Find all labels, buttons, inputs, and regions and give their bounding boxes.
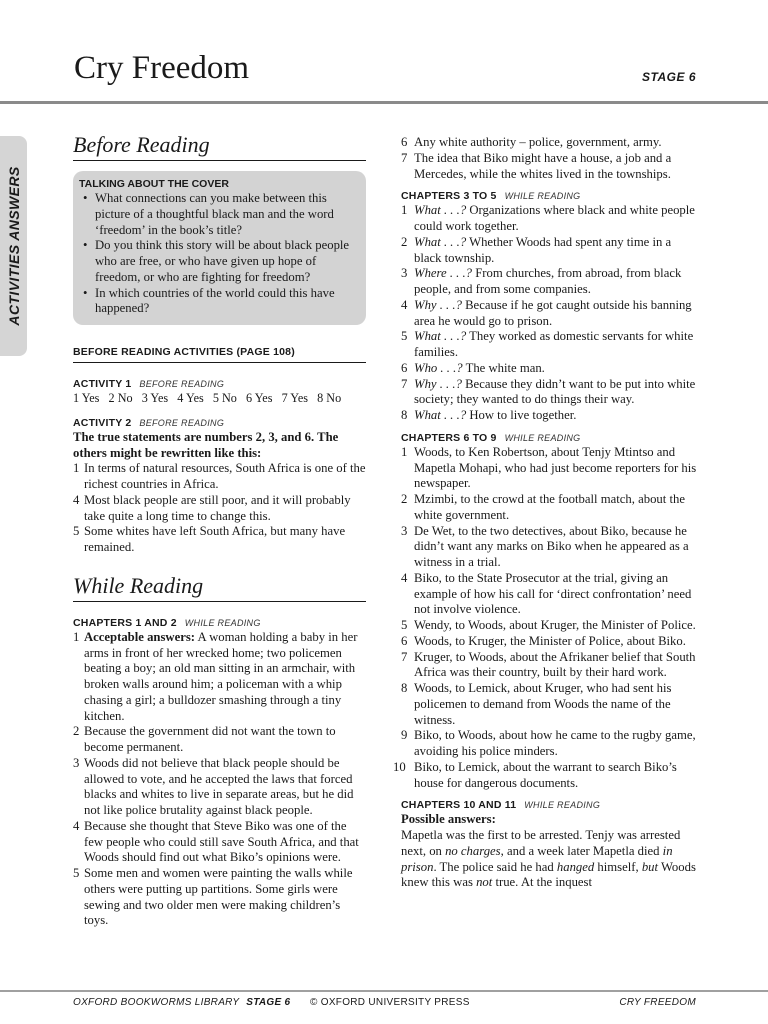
paragraph-text: true. At the inquest bbox=[492, 875, 593, 890]
item-number: 8 bbox=[401, 681, 408, 695]
item-text: A woman holding a baby in her arms in front of her wrecked home; two policemen beating a boy; an old man sitting in an armchair, with broken walls around him; a policeman with a whip chasing a girl; a bulldozer smashing through a tiny kitchen. bbox=[84, 629, 358, 723]
list-item bbox=[401, 135, 697, 151]
right-column bbox=[393, 135, 697, 891]
activity2-tag: BEFORE READING bbox=[139, 417, 225, 428]
item-text: Biko, to the State Prosecutor at the trial, giving an example of how his call for ‘direct confrontation’ need not involve violence. bbox=[414, 570, 692, 617]
stage-label: STAGE 6 bbox=[642, 70, 696, 84]
item-number: 7 bbox=[401, 376, 408, 391]
item-number: 5 bbox=[401, 618, 408, 632]
item-number: 1 bbox=[73, 461, 80, 476]
item-bold-lead: Acceptable answers: bbox=[84, 629, 195, 644]
list-item bbox=[73, 630, 366, 725]
item-number: 3 bbox=[401, 523, 408, 538]
item-number: 6 bbox=[401, 633, 408, 648]
header-rule bbox=[0, 101, 768, 104]
item-text: Woods, to Lemick, about Kruger, who had sent his policemen to demand from Woods the name of the witness. bbox=[414, 681, 672, 727]
list-item bbox=[73, 493, 366, 525]
list-item bbox=[401, 151, 697, 183]
item-number: 5 bbox=[73, 524, 80, 539]
activity2-intro: The true statements are numbers 2, 3, and 6. The others might be rewritten like this: bbox=[73, 429, 339, 460]
item-number: 8 bbox=[401, 408, 408, 422]
list-item bbox=[401, 571, 697, 618]
list-item bbox=[401, 203, 697, 235]
item-text: The idea that Biko might have a house, a job and a Mercedes, while the whites lived in the townships. bbox=[414, 150, 672, 181]
item-number: 2 bbox=[73, 724, 80, 739]
question-word: Who . . .? bbox=[414, 360, 463, 375]
item-number: 1 bbox=[401, 203, 408, 218]
item-number: 1 bbox=[401, 444, 408, 459]
list-item bbox=[401, 266, 697, 298]
cover-bullet: • Do you think this story will be about black people who are free, or who have given up hope of freedom, or who are fighting for freedom? bbox=[79, 238, 356, 285]
list-item bbox=[401, 618, 697, 634]
list-item bbox=[73, 756, 366, 819]
item-number: 4 bbox=[401, 570, 408, 585]
chapters-6-9-label: CHAPTERS 6 TO 9 bbox=[401, 431, 497, 444]
chapters-10-11-tag: WHILE READING bbox=[524, 800, 601, 811]
list-item bbox=[73, 524, 366, 556]
left-column bbox=[73, 132, 366, 929]
cover-box-title: TALKING ABOUT THE COVER bbox=[79, 178, 229, 190]
chapters-3-5-heading bbox=[401, 189, 697, 203]
item-text: From churches, from abroad, from black people, and from some companies. bbox=[414, 266, 682, 296]
list-item bbox=[73, 461, 366, 493]
question-word: Where . . .? bbox=[414, 266, 473, 281]
list-item bbox=[401, 235, 697, 267]
while-reading-heading: While Reading bbox=[73, 573, 366, 602]
activity1-heading bbox=[73, 377, 366, 391]
list-item bbox=[73, 866, 366, 929]
paragraph-text: Mapetla was the first to be arrested. Tenjy was arrested next, on bbox=[401, 828, 681, 858]
list-item bbox=[401, 492, 697, 524]
possible-answers-label: Possible answers: bbox=[401, 812, 496, 827]
item-number: 10 bbox=[393, 759, 406, 774]
footer-rule bbox=[0, 990, 768, 992]
list-item bbox=[401, 408, 697, 424]
footer-library: OXFORD BOOKWORMS LIBRARY bbox=[73, 997, 240, 1008]
list-item bbox=[401, 445, 697, 492]
book-title: Cry Freedom bbox=[74, 50, 250, 86]
list-item bbox=[401, 650, 697, 682]
item-text: De Wet, to the two detectives, about Biko, because he didn’t want any marks on Biko when he appeared as a witness in a trial. bbox=[414, 523, 689, 569]
list-item bbox=[401, 361, 697, 377]
item-number: 4 bbox=[73, 492, 80, 507]
list-item bbox=[393, 759, 697, 792]
item-text: Whether Woods had spent any time in a black township. bbox=[414, 234, 672, 265]
before-reading-activities-heading: BEFORE READING ACTIVITIES (PAGE 108) bbox=[73, 345, 366, 363]
item-text: How to live together. bbox=[466, 408, 577, 422]
paragraph-italic: in prison bbox=[401, 843, 673, 874]
list-item bbox=[401, 728, 697, 760]
paragraph-italic: hanged bbox=[556, 859, 595, 874]
chapters-1-2-tag: WHILE READING bbox=[184, 617, 261, 628]
list-item bbox=[401, 524, 697, 571]
question-word: What . . .? bbox=[414, 234, 467, 249]
activity1-label: ACTIVITY 1 bbox=[73, 378, 132, 390]
item-number: 5 bbox=[401, 329, 408, 344]
item-number: 3 bbox=[73, 755, 80, 770]
footer-copyright: © OXFORD UNIVERSITY PRESS bbox=[310, 997, 470, 1008]
list-item bbox=[73, 724, 366, 756]
list-item bbox=[401, 298, 697, 330]
item-number: 4 bbox=[401, 297, 408, 312]
item-text: Woods did not believe that black people should be allowed to vote, and he accepted the laws that forced blacks and whites to live in separate areas, but he did not like police brutality against black people. bbox=[84, 755, 354, 817]
footer-stage: STAGE 6 bbox=[246, 997, 291, 1008]
item-text: Because she thought that Steve Biko was one of the few people who could still save South Africa, and that Woods should find out what Biko’s opinions were. bbox=[84, 818, 359, 865]
item-text: They worked as domestic servants for white families. bbox=[414, 329, 694, 359]
chapters-6-9-heading bbox=[401, 431, 697, 445]
item-text: Some men and women were painting the walls while others were putting up partitions. Some girls were sewing and two older men were making children’s toys. bbox=[84, 866, 353, 928]
question-word: Why . . .? bbox=[414, 297, 462, 312]
item-number: 6 bbox=[401, 360, 408, 375]
item-text: Any white authority – police, government, army. bbox=[414, 135, 662, 149]
item-number: 5 bbox=[73, 866, 80, 880]
item-number: 4 bbox=[73, 818, 80, 833]
cover-bullet: • In which countries of the world could this have happened? bbox=[79, 286, 356, 318]
question-word: What . . .? bbox=[414, 203, 467, 218]
question-word: Why . . .? bbox=[414, 376, 462, 391]
footer-series bbox=[73, 997, 290, 1008]
question-word: What . . .? bbox=[414, 329, 467, 344]
item-text: Because if he got caught outside his banning area he would go to prison. bbox=[414, 297, 692, 328]
item-text: Woods, to Kruger, the Minister of Police, about Biko. bbox=[414, 633, 686, 648]
side-tab-label: ACTIVITIES ANSWERS bbox=[6, 166, 22, 326]
activity2-heading bbox=[73, 416, 366, 430]
item-text: Woods, to Ken Robertson, about Tenjy Mtintso and Mapetla Mohapi, who had just become reporters for his newspaper. bbox=[414, 444, 697, 491]
activity1-answers: 1 Yes 2 No 3 Yes 4 Yes 5 No 6 Yes 7 Yes 8 No bbox=[73, 391, 342, 405]
chapters-10-11-heading bbox=[401, 798, 697, 812]
paragraph-text: himself, bbox=[594, 859, 642, 874]
item-text: In terms of natural resources, South Africa is one of the richest countries in Africa. bbox=[84, 461, 366, 491]
item-number: 2 bbox=[401, 492, 408, 506]
item-number: 3 bbox=[401, 266, 408, 281]
paragraph-italic: but bbox=[641, 859, 659, 874]
list-item bbox=[401, 329, 697, 361]
before-reading-heading: Before Reading bbox=[73, 132, 366, 161]
item-text: Organizations where black and white people could work together. bbox=[414, 203, 695, 233]
item-number: 6 bbox=[401, 135, 408, 149]
item-number: 9 bbox=[401, 728, 408, 743]
chapters-3-5-tag: WHILE READING bbox=[504, 191, 581, 202]
item-text: Biko, to Lemick, about the warrant to search Biko’s house for dangerous documents. bbox=[414, 759, 677, 790]
list-item bbox=[401, 377, 697, 409]
item-text: Most black people are still poor, and it will probably take quite a long time to change this. bbox=[84, 492, 351, 523]
paragraph-text: . The police said he had bbox=[433, 859, 557, 874]
item-text: Because they didn’t want to be put into white society; they wanted to do things their way. bbox=[414, 376, 696, 407]
list-item bbox=[73, 819, 366, 866]
paragraph-text: , and a week later Mapetla died bbox=[500, 843, 663, 858]
item-number: 1 bbox=[73, 629, 80, 644]
item-number: 2 bbox=[401, 234, 408, 249]
cover-discussion-box bbox=[73, 171, 366, 325]
item-text: The white man. bbox=[462, 360, 545, 375]
paragraph-text: Woods knew this was bbox=[401, 859, 696, 890]
chapters-3-5-label: CHAPTERS 3 TO 5 bbox=[401, 190, 497, 203]
item-number: 7 bbox=[401, 150, 408, 165]
chapters-1-2-heading bbox=[73, 616, 366, 630]
activity2-label: ACTIVITY 2 bbox=[73, 416, 132, 429]
paragraph-italic: no charges bbox=[445, 843, 501, 858]
list-item bbox=[401, 681, 697, 728]
item-text: Biko, to Woods, about how he came to the rugby game, avoiding his police minders. bbox=[414, 728, 696, 758]
item-text: Because the government did not want the town to become permanent. bbox=[84, 724, 336, 754]
activity1-tag: BEFORE READING bbox=[139, 379, 225, 389]
chapters-10-11-paragraph bbox=[401, 828, 697, 891]
paragraph-italic: not bbox=[476, 875, 493, 890]
item-text: Kruger, to Woods, about the Afrikaner belief that South Africa was their country, built by their hard work. bbox=[414, 649, 696, 680]
question-word: What . . .? bbox=[414, 408, 467, 422]
chapters-10-11-label: CHAPTERS 10 AND 11 bbox=[401, 799, 517, 812]
chapters-6-9-tag: WHILE READING bbox=[504, 432, 581, 443]
footer-book-title: CRY FREEDOM bbox=[619, 997, 696, 1008]
item-text: Some whites have left South Africa, but many have remained. bbox=[84, 524, 346, 554]
list-item bbox=[401, 634, 697, 650]
chapters-1-2-label: CHAPTERS 1 AND 2 bbox=[73, 616, 177, 629]
item-number: 7 bbox=[401, 649, 408, 664]
item-text: Mzimbi, to the crowd at the football match, about the white government. bbox=[414, 492, 685, 522]
item-text: Wendy, to Woods, about Kruger, the Minister of Police. bbox=[414, 618, 696, 632]
cover-bullet: • What connections can you make between this picture of a thoughtful black man and the word ‘freedom’ in the book’s title? bbox=[79, 191, 356, 238]
